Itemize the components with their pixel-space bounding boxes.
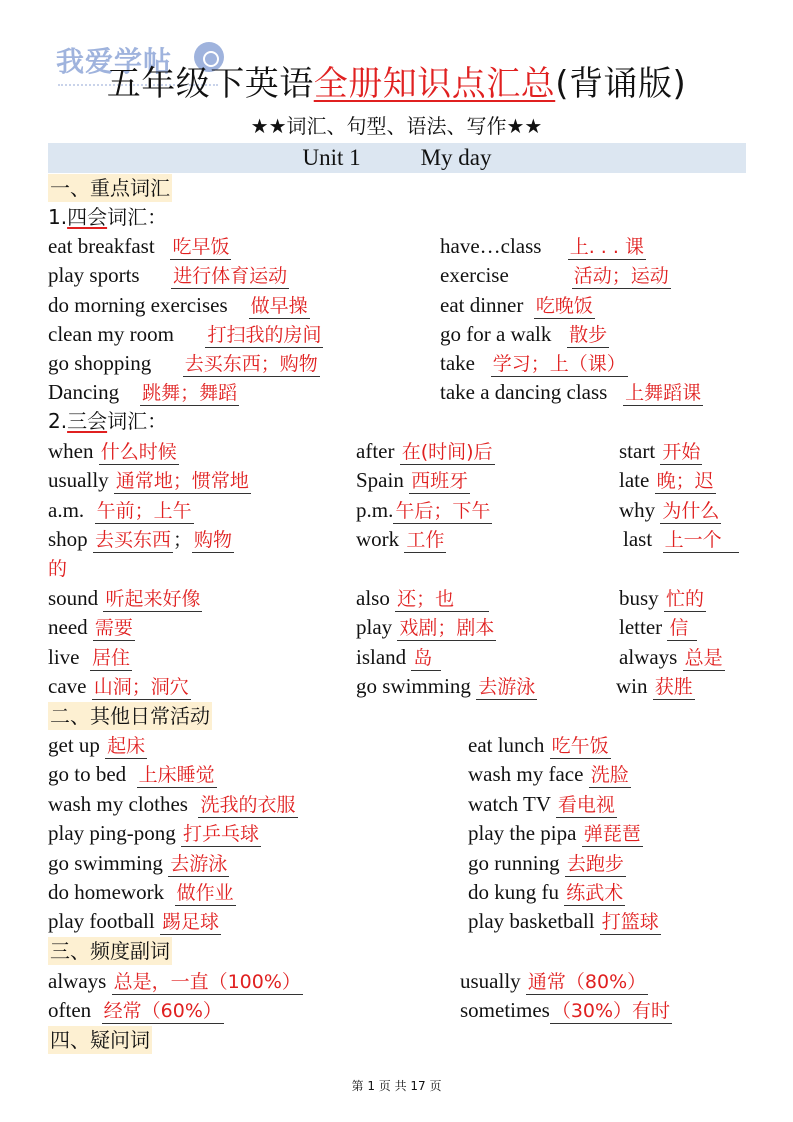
activity-item: eat lunch 吃午饭 <box>468 733 609 757</box>
subheading-three-skill: 2.三会词汇： <box>48 409 168 433</box>
vocab-item: last 上一个 <box>623 525 739 553</box>
vocab-item: why 为什么 <box>619 498 720 522</box>
vocab-item: island 岛 <box>356 643 441 671</box>
activity-item: get up 起床 <box>48 733 146 757</box>
vocab-item: letter 信 <box>619 613 697 641</box>
vocab-item: go shopping 去买东西；购物 <box>48 351 318 375</box>
activity-item: do kung fu 练武术 <box>468 880 624 904</box>
vocab-item: a.m. 午前；上午 <box>48 498 192 522</box>
subheading-four-skill: 1.四会词汇： <box>48 205 168 229</box>
vocab-item: play 戏剧；剧本 <box>356 615 495 639</box>
vocab-item: work 工作 <box>356 527 445 551</box>
vocab-item: clean my room 打扫我的房间 <box>48 322 322 346</box>
vocab-item: p.m. 午后；下午 <box>356 498 491 522</box>
activity-item: go running 去跑步 <box>468 851 624 875</box>
vocab-item: when 什么时候 <box>48 439 177 463</box>
activity-item: play basketball 打篮球 <box>468 909 659 933</box>
activity-item: play the pipa 弹琵琶 <box>468 821 641 845</box>
vocab-item: shop 去买东西 ； 购物 <box>48 527 232 551</box>
vocab-item: always 总是 <box>619 645 723 669</box>
watermark-text: 我爱学帖 <box>56 45 173 78</box>
frequency-item: always 总是，一直（100%） <box>48 969 301 993</box>
vocab-item: busy 忙的 <box>619 586 704 610</box>
activity-item: go swimming 去游泳 <box>48 851 228 875</box>
vocab-item: eat dinner 吃晚饭 <box>440 293 593 317</box>
vocab-item: usually 通常地；惯常地 <box>48 468 249 492</box>
section-heading-daily: 二、其他日常活动 <box>50 704 210 728</box>
vocab-item: late 晚；迟 <box>619 468 714 492</box>
unit-name: My day <box>420 145 492 170</box>
activity-item: watch TV 看电视 <box>468 792 615 816</box>
vocab-item: cave 山洞；洞穴 <box>48 674 189 698</box>
section-heading-question-words: 四、疑问词 <box>50 1028 150 1052</box>
vocab-item: go swimming 去游泳 <box>356 674 536 698</box>
vocab-item: eat breakfast 吃早饭 <box>48 234 230 258</box>
vocab-item: do morning exercises 做早操 <box>48 293 308 317</box>
page-subtitle: ★★词汇、句型、语法、写作★★ <box>250 114 543 138</box>
vocab-item: Dancing 跳舞；舞蹈 <box>48 380 238 404</box>
vocab-item: also 还；也 <box>356 584 489 612</box>
activity-item: do homework 做作业 <box>48 880 234 904</box>
vocab-item: exercise 活动；运动 <box>440 263 669 287</box>
frequency-item: often 经常（60%） <box>48 998 222 1022</box>
activity-item: play football 踢足球 <box>48 909 219 933</box>
vocab-item: take a dancing class 上舞蹈课 <box>440 380 702 404</box>
vocab-item: need 需要 <box>48 615 133 639</box>
section-heading-frequency: 三、频度副词 <box>50 939 170 963</box>
title-part3: (背诵版) <box>555 64 687 104</box>
activity-item: wash my clothes 洗我的衣服 <box>48 792 296 816</box>
page-title <box>0 56 793 105</box>
unit-header <box>48 143 746 173</box>
vocab-item: play sports 进行体育运动 <box>48 263 288 287</box>
frequency-item: sometimes （30%）有时 <box>460 998 671 1022</box>
frequency-item: usually 通常（80%） <box>460 969 647 993</box>
vocab-item: have…class 上. . . 课 <box>440 234 644 258</box>
vocab-item: sound 听起来好像 <box>48 586 201 610</box>
vocab-item: start 开始 <box>619 439 701 463</box>
title-part1: 五年级下英语 <box>106 64 314 104</box>
page-footer: 第 1 页 共 17 页 <box>351 1079 442 1093</box>
vocab-item: after 在(时间)后 <box>356 439 493 463</box>
vocab-item: Spain 西班牙 <box>356 468 469 492</box>
vocab-item: live 居住 <box>48 645 131 669</box>
title-part2: 全册知识点汇总 <box>313 64 556 104</box>
vocab-item-wrap: 的 <box>48 558 68 580</box>
vocab-item: go for a walk 散步 <box>440 322 608 346</box>
activity-item: play ping-pong 打乒乓球 <box>48 821 259 845</box>
activity-item: go to bed 上床睡觉 <box>48 762 215 786</box>
vocab-item: win 获胜 <box>616 674 693 698</box>
section-heading-key-vocab: 一、重点词汇 <box>50 176 170 200</box>
unit-label: Unit 1 <box>302 145 361 170</box>
activity-item: wash my face 洗脸 <box>468 762 629 786</box>
vocab-item: take 学习；上（课） <box>440 351 626 375</box>
